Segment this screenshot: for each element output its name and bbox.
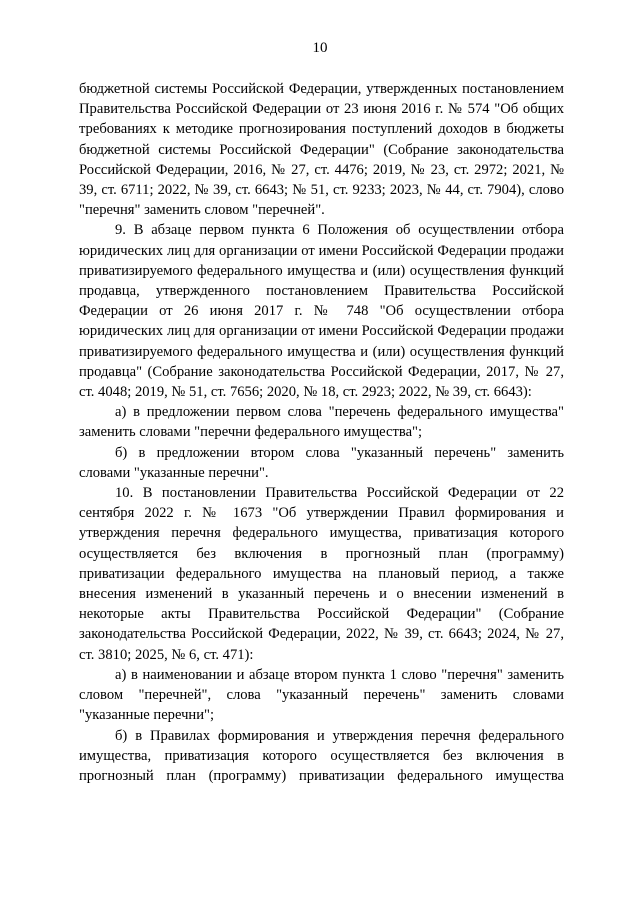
paragraph: бюджетной системы Российской Федерации, утвержденных постановлением Правительства Российской Федерации от 23 июня 2016 г. № 574 "Об общих требованиях к методике прогнозирования поступлений доходов в бюджеты бюджетной системы Российской Федерации" (Собрание законодательства Российской Федерации, 2016, № 27, ст. 4476; 2019, № 23, ст. 2972; 2021, № 39, ст. 6711; 2022, № 39, ст. 6643; № 51, ст. 9233; 2023, № 44, ст. 7904), слово "перечня" заменить словом "перечней".	[79, 81, 564, 219]
paragraph: б) в Правилах формирования и утверждения перечня федерального имущества, приватизация которого осуществляется без включения в прогнозный план (программу) приватизации федерального имущества	[79, 727, 564, 784]
document-body	[79, 79, 564, 786]
paragraph: а) в предложении первом слова "перечень федерального имущества" заменить словами "перечни федерального имущества";	[79, 404, 564, 441]
paragraph: 10. В постановлении Правительства Российской Федерации от 22 сентября 2022 г. № 1673 "Об утверждении Правил формирования и утверждения перечня федерального имущества, приватизация которого осуществляется без включения в прогнозный план (программу) приватизации федерального имущества на плановый период, а также внесения изменений в указанный перечень и о внесении изменений в некоторые акты Правительства Российской Федерации" (Собрание законодательства Российской Федерации, 2022, № 39, ст. 6643; 2024, № 27, ст. 3810; 2025, № 6, ст. 471):	[79, 485, 564, 663]
page-number: 10	[312, 40, 328, 56]
paragraph: 9. В абзаце первом пункта 6 Положения об осуществлении отбора юридических лиц для организации от имени Российской Федерации продажи приватизируемого федерального имущества и (или) осуществления функций продавца, утвержденного постановлением Правительства Российской Федерации от 26 июня 2017 г. № 748 "Об осуществлении отбора юридических лиц для организации от имени Российской Федерации продажи приватизируемого федерального имущества и (или) осуществления функций продавца" (Собрание законодательства Российской Федерации, 2017, № 27, ст. 4048; 2019, № 51, ст. 7656; 2020, № 18, ст. 2923; 2022, № 39, ст. 6643):	[79, 222, 564, 401]
paragraph: а) в наименовании и абзаце втором пункта 1 слово "перечня" заменить словом "перечней", слова "указанный перечень" заменить словами "указанные перечни";	[79, 666, 564, 724]
paragraph: б) в предложении втором слова "указанный перечень" заменить словами "указанные перечни".	[79, 444, 564, 481]
